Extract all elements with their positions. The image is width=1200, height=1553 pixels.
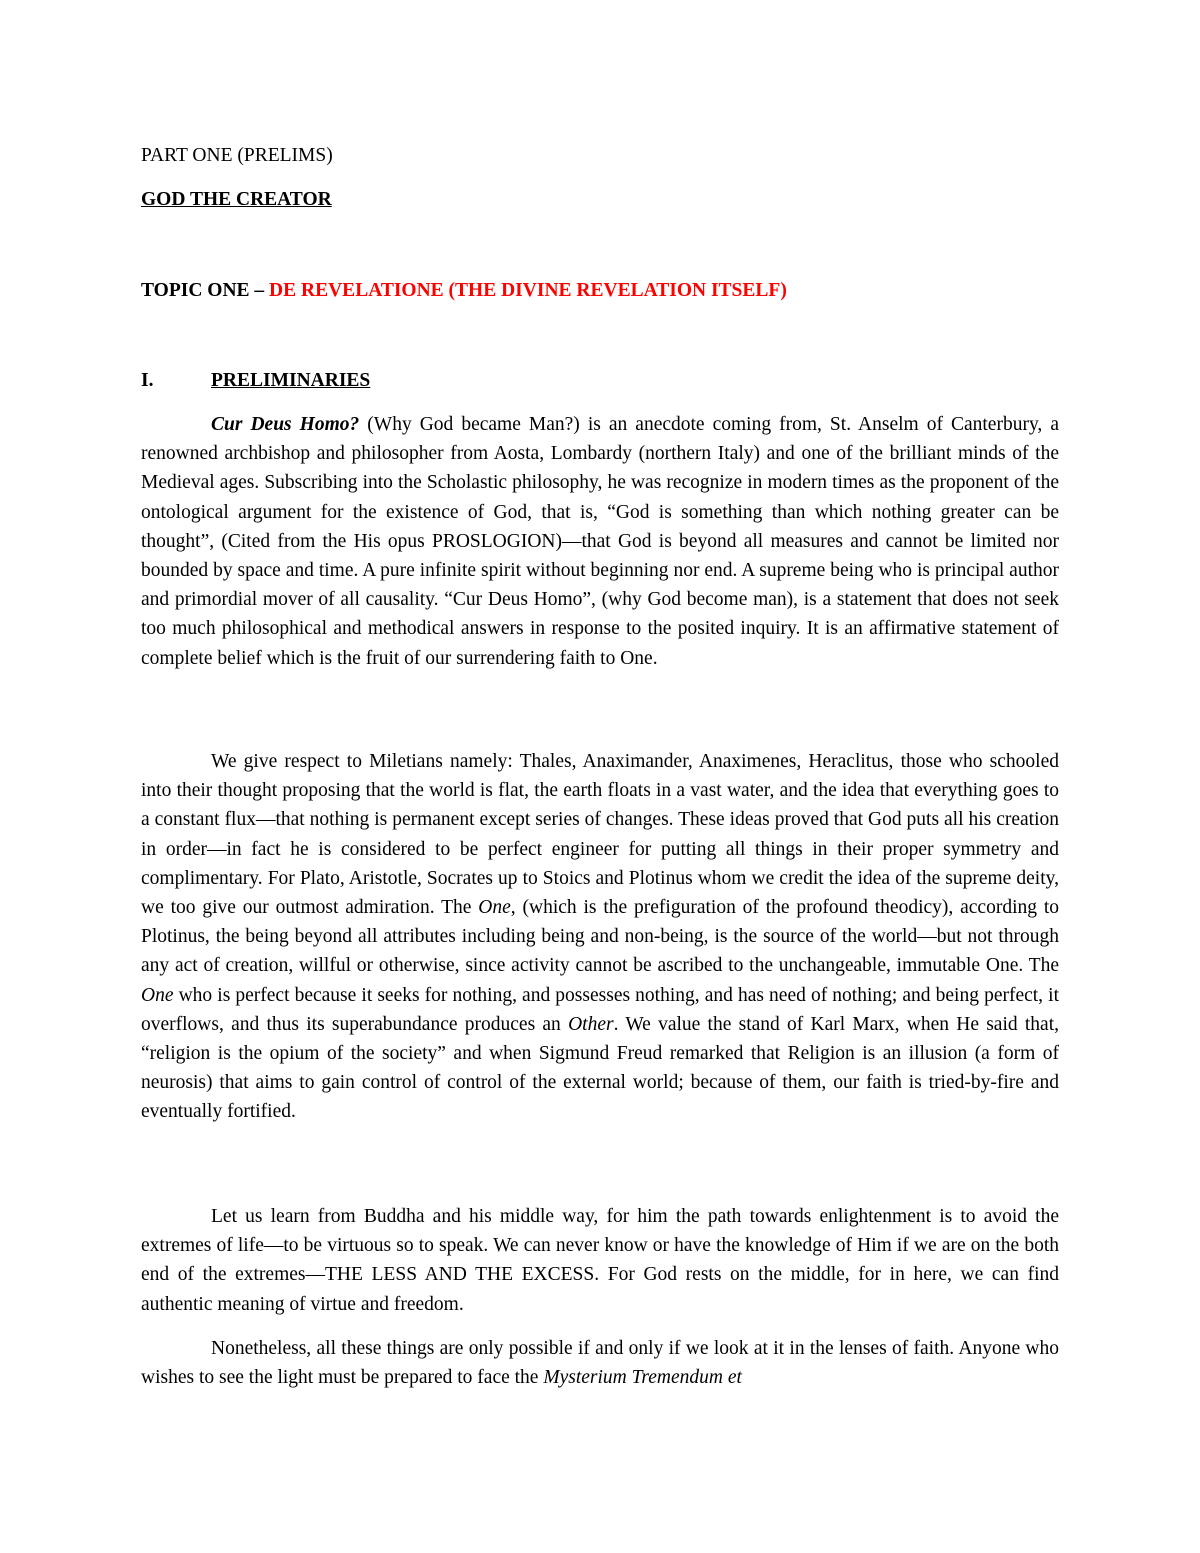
p2-italic-1: One — [478, 897, 511, 919]
paragraph-2 — [141, 747, 1059, 1127]
paragraph-4 — [141, 1334, 1059, 1392]
topic-title — [141, 279, 787, 303]
p2-text-1: We give respect to Miletians namely: Thales, Anaximander, Anaximenes, Heraclitus, those who schooled into their thought proposing that the world is flat, the earth floats in a vast water, and the idea that everything goes to a constant flux—that nothing is permanent except series of changes. These ideas proved that God puts all his creation in order—in fact he is considered to be perfect engineer for putting all things in their proper symmetry and complimentary. For Plato, Aristotle, Socrates up to Stoics and Plotinus whom we credit the idea of the supreme deity, we too give our outmost admiration. The — [141, 751, 1059, 919]
topic-name: DE REVELATIONE (THE DIVINE REVELATION ITSELF) — [269, 280, 787, 301]
p4-italic: Mysterium Tremendum et — [543, 1367, 742, 1389]
heading-number: I. — [141, 370, 154, 391]
p1-lead-italic: Cur Deus Homo? — [211, 414, 360, 435]
p2-italic-2: One — [141, 984, 174, 1006]
paragraph-3: Let us learn from Buddha and his middle way, for him the path towards enlightenment is to avoid the extremes of life—to be virtuous so to speak. We can never know or have the knowledge of Him if we are on the both end of the extremes—THE LESS AND THE EXCESS. For God rests on the middle, for in here, we can find authentic meaning of virtue and freedom. — [141, 1206, 1059, 1315]
p2-text-3: who is perfect because it seeks for nothing, and possesses nothing, and has need of nothing; and being perfect, it overflows, and thus its superabundance produces an — [141, 984, 1059, 1035]
p2-text-4: . We value the stand of Karl Marx, when He said that, “religion is the opium of the society” and when Sigmund Freud remarked that Religion is an illusion (a form of neurosis) that aims to gain control of control of the external world; because of them, our faith is tried-by-fire and eventually fortified. — [141, 1013, 1059, 1123]
section-heading — [141, 369, 370, 393]
part-title: PART ONE (PRELIMS) — [141, 145, 333, 166]
p2-text-2: , (which is the prefiguration of the profound theodicy), according to Plotinus, the being beyond all attributes including being and non-being, is the source of the world—but not through any act of creation, willful or otherwise, since activity cannot be ascribed to the unchangeable, immutable One. The — [141, 897, 1059, 977]
topic-prefix: TOPIC ONE – — [141, 280, 270, 301]
p4-text: Nonetheless, all these things are only possible if and only if we look at it in the lenses of faith. Anyone who wishes to see the light must be prepared to face the — [141, 1338, 1059, 1389]
p2-italic-3: Other — [568, 1013, 614, 1035]
paragraph-1 — [141, 410, 1059, 673]
section-title: GOD THE CREATOR — [141, 189, 332, 210]
heading-title: PRELIMINARIES — [211, 370, 371, 391]
p1-text: (Why God became Man?) is an anecdote coming from, St. Anselm of Canterbury, a renowned archbishop and philosopher from Aosta, Lombardy (northern Italy) and one of the brilliant minds of the Medieval ages. Subscribing into the Scholastic philosophy, he was recognize in modern times as the proponent of the ontological argument for the existence of God, that is, “God is something than which nothing greater can be thought”, (Cited from the His opus PROSLOGION)—that God is beyond all measures and cannot be limited nor bounded by space and time. A pure infinite spirit without beginning nor end. A supreme being who is principal author and primordial mover of all causality. “Cur Deus Homo”, (why God become man), is a statement that does not seek too much philosophical and methodical answers in response to the posited inquiry. It is an affirmative statement of complete belief which is the fruit of our surrendering faith to One. — [141, 414, 1059, 669]
